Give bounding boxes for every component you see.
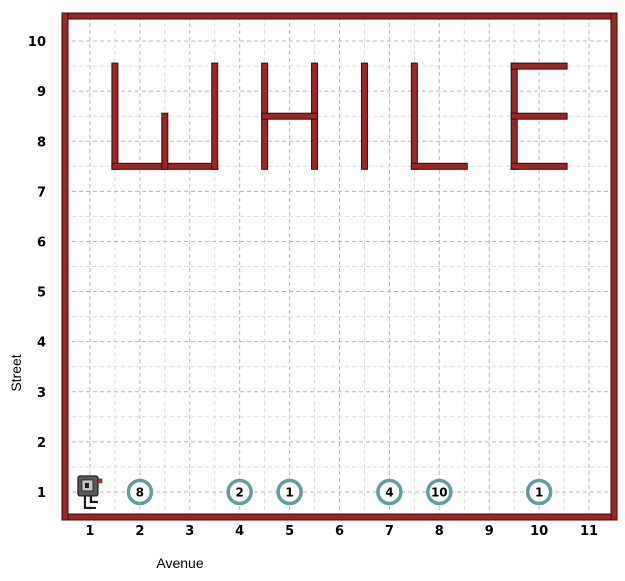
y-axis-label: Street: [8, 354, 24, 392]
avenue-tick-label: 5: [285, 524, 295, 539]
beeper-count: 4: [385, 485, 394, 500]
avenue-tick-label: 7: [384, 524, 394, 539]
avenue-tick-label: 2: [135, 524, 145, 539]
street-tick-label: 7: [36, 185, 46, 201]
street-tick-label: 9: [36, 85, 46, 101]
border-right-wall: [611, 13, 617, 520]
avenue-tick-label: 3: [185, 524, 195, 539]
beeper: [128, 480, 151, 503]
avenue-tick-label: 10: [530, 524, 549, 539]
wall-w-left: [112, 63, 118, 169]
street-tick-label: 3: [36, 385, 46, 401]
border-bottom-wall: [62, 514, 617, 520]
beeper: [428, 480, 451, 503]
border-left-wall: [62, 13, 68, 520]
wall-i: [361, 63, 367, 169]
avenue-tick-label: 4: [235, 524, 245, 539]
street-tick-label: 8: [36, 135, 46, 151]
avenue-tick-label: 8: [434, 524, 444, 539]
avenue-tick-label: 11: [579, 524, 599, 539]
wall-w-right: [212, 63, 218, 169]
street-tick-label: 1: [36, 485, 46, 501]
wall-l-bottom: [411, 163, 467, 169]
avenue-tick-label: 1: [85, 524, 95, 539]
street-tick-label: 5: [36, 285, 46, 301]
street-tick-label: 10: [27, 35, 46, 51]
beeper-count: 10: [430, 485, 448, 500]
karel-robot-icon: [78, 476, 102, 508]
street-tick-label: 2: [36, 435, 46, 451]
robot: [78, 476, 102, 508]
beeper-count: 1: [285, 485, 294, 500]
grid: [65, 16, 614, 517]
beeper-count: 1: [534, 485, 544, 500]
avenue-tick-label: 6: [334, 524, 345, 539]
beeper: [228, 480, 251, 503]
beeper-count: 8: [135, 485, 145, 500]
wall-e-bottom: [511, 163, 567, 169]
wall-w-middle: [162, 113, 168, 169]
street-tick-label: 4: [36, 335, 46, 351]
beeper: [528, 480, 551, 503]
border-top-wall: [62, 13, 617, 19]
wall-h-bar: [262, 113, 318, 119]
avenue-tick-label: 9: [484, 524, 494, 539]
beeper: [278, 480, 301, 503]
beeper-count: 2: [235, 485, 244, 500]
wall-l-vertical: [411, 63, 417, 169]
wall-e-top: [511, 63, 567, 69]
street-tick-label: 6: [36, 235, 46, 251]
beeper: [378, 480, 401, 503]
x-axis-label: Avenue: [156, 555, 204, 571]
wall-e-middle: [511, 113, 567, 119]
